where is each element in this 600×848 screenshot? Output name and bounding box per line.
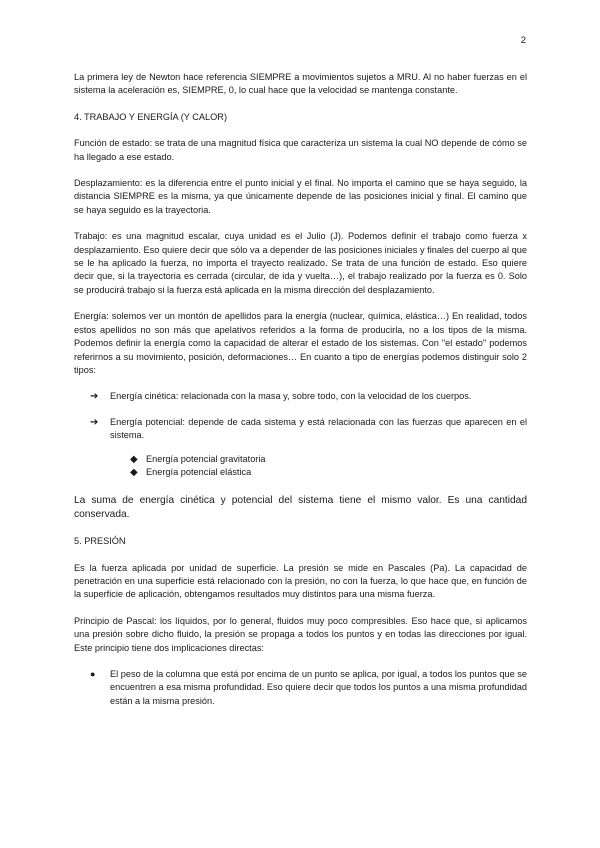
bullet-icon: ● xyxy=(90,668,96,679)
section-heading-trabajo-energia: 4. TRABAJO Y ENERGÍA (Y CALOR) xyxy=(74,111,228,122)
list-item-text: Energía potencial gravitatoria xyxy=(146,453,266,464)
energy-types-list xyxy=(74,390,527,442)
paragraph-trabajo: Trabajo: es una magnitud escalar, cuya unidad es el Julio (J). Podemos definir el trabajo como fuerza x desplazamiento. Eso quiere decir que sólo va a depender de las posiciones iniciales y finales del cuerpo al que se le ha aplicado la fuerza, no importa el trayecto realizado. Se trata de una función de estado. Eso quiere decir que, si la trayectoria es cerrada (circular, de ida y vuelta…), el trabajo realizado por la fuerza es 0. Solo se producirá trabajo si la fuerza está aplicada en la misma dirección del desplazamiento. xyxy=(74,231,527,295)
page-number: 2 xyxy=(520,35,526,46)
list-item-text: Energía potencial: depende de cada sistema y está relacionada con las fuerzas que aparecen en el sistema. xyxy=(110,416,527,441)
paragraph-pascal: Principio de Pascal: los líquidos, por lo general, fluidos muy poco compresibles. Eso hace que, si aplicamos una presión sobre dicho fluido, la presión se propaga a todos los puntos y en todas las direcciones por igual. Este principio tiene dos implicaciones directas: xyxy=(74,615,527,653)
list-item xyxy=(74,416,527,443)
list-item xyxy=(74,668,527,708)
pascal-implications-list xyxy=(74,668,527,708)
list-item xyxy=(74,466,527,480)
list-item xyxy=(74,453,527,467)
potential-subtypes-list xyxy=(74,453,527,481)
paragraph-suma: La suma de energía cinética y potencial del sistema tiene el mismo valor. Es una cantidad conservada. xyxy=(74,495,527,521)
paragraph-desplazamiento: Desplazamiento: es la diferencia entre el punto inicial y el final. No importa el camino que se haya seguido, la distancia SIEMPRE es la misma, ya que únicamente depende de las posiciones inicial y final. El camino que se haya seguido es la trayectoria. xyxy=(74,178,527,215)
paragraph-newton: La primera ley de Newton hace referencia SIEMPRE a movimientos sujetos a MRU. Al no haber fuerzas en el sistema la aceleración es, SIEMPRE, 0, lo cual hace que la velocidad se mantenga constante. xyxy=(74,72,527,96)
document-body xyxy=(74,71,527,708)
paragraph-funcion-estado: Función de estado: se trata de una magnitud física que caracteriza un sistema la cual NO depende de cómo se ha llegado a ese estado. xyxy=(74,138,527,162)
paragraph-energia: Energía: solemos ver un montón de apellidos para la energía (nuclear, química, elástica…) En realidad, todos estos apellidos no son más que apelativos referidos a la forma de producirla, no a los tipos de la misma. Podemos definir la energía como la capacidad de alterar el estado de los sistemas. Con "el estado" podemos referirnos a su movimiento, posición, deformaciones… En cuanto a tipo de energías podemos distinguir solo 2 tipos: xyxy=(74,311,527,375)
list-item-text: El peso de la columna que está por encima de un punto se aplica, por igual, a todos los puntos que se encuentren a esa misma profundidad. Eso quiere decir que todos los puntos a una misma profundidad están a la misma presión. xyxy=(110,668,527,706)
diamond-icon: ◆ xyxy=(130,453,138,465)
arrow-icon: ➔ xyxy=(90,416,99,428)
list-item-text: Energía cinética: relacionada con la masa y, sobre todo, con la velocidad de los cuerpos. xyxy=(110,391,472,402)
diamond-icon: ◆ xyxy=(130,467,138,479)
list-item xyxy=(74,390,527,403)
arrow-icon: ➔ xyxy=(90,391,99,403)
section-heading-presion: 5. PRESIÓN xyxy=(74,536,126,547)
paragraph-presion: Es la fuerza aplicada por unidad de superficie. La presión se mide en Pascales (Pa). La capacidad de penetración en una superficie está relacionado con la presión, no con la fuerza, lo que hace que, en función de la superficie de aplicación, obtengamos resultados muy distintos para una misma fuerza. xyxy=(74,562,527,600)
list-item-text: Energía potencial elástica xyxy=(146,467,252,478)
